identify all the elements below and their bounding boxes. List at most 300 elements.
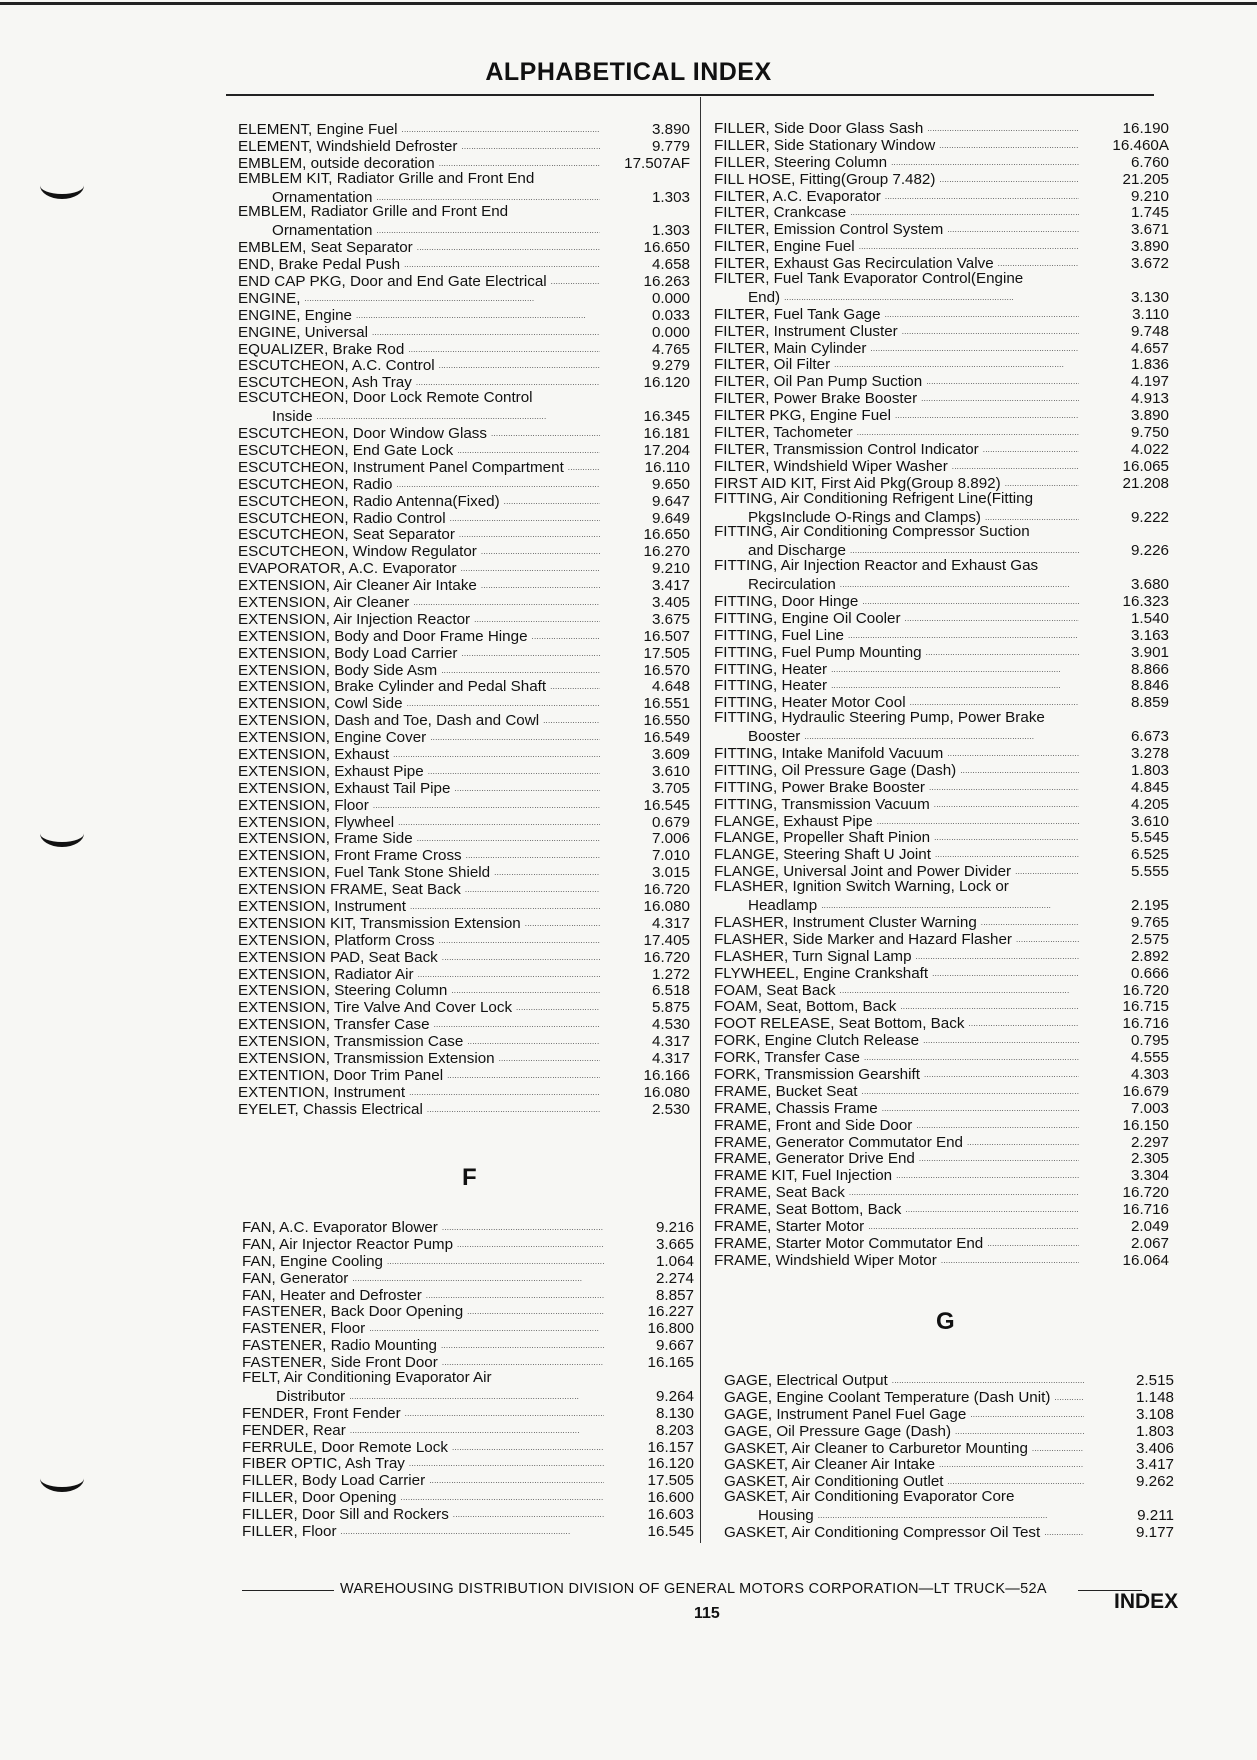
- entry-page-ref: 16.270: [643, 543, 690, 561]
- entry-page-ref: 16.551: [643, 695, 690, 713]
- column-divider: [700, 97, 701, 1543]
- entry-page-ref: 16.720: [643, 881, 690, 899]
- entry-page-ref: 8.846: [1130, 677, 1169, 695]
- entry-page-ref: 16.460A: [1112, 136, 1169, 154]
- entry-label: EXTENSION, Air Cleaner Air Intake: [238, 577, 477, 595]
- entry-label: FITTING, Hydraulic Steering Pump, Power Brake: [714, 710, 1045, 727]
- entry-page-ref: 1.540: [1130, 609, 1169, 627]
- entry-label: FILL HOSE, Fitting(Group 7.482): [714, 170, 936, 188]
- entry-page-ref: 16.715: [1122, 998, 1169, 1016]
- entry-label: FAN, Engine Cooling: [242, 1252, 383, 1270]
- entry-page-ref: 8.857: [655, 1286, 694, 1304]
- entry-label: FITTING, Oil Pressure Gage (Dash): [714, 761, 957, 779]
- entry-label: ESCUTCHEON, Door Lock Remote Control: [238, 390, 533, 407]
- entry-label: EXTENSION, Exhaust Tail Pipe: [238, 779, 451, 797]
- entry-label-continued: Ornamentation: [272, 222, 373, 240]
- entry-label: FILTER, Power Brake Booster: [714, 390, 918, 408]
- entry-label: ESCUTCHEON, Instrument Panel Compartment: [238, 458, 564, 476]
- entry-label: GAGE, Instrument Panel Fuel Gage: [724, 1405, 967, 1423]
- entry-page-ref: 6.518: [651, 982, 690, 1000]
- entry-page-ref: 4.765: [651, 340, 690, 358]
- entry-page-ref: 3.406: [1135, 1439, 1174, 1457]
- entry-page-ref: 9.177: [1135, 1524, 1174, 1542]
- index-entry: [714, 881, 1169, 915]
- index-entry: [724, 1525, 1174, 1542]
- entry-label: FILLER, Side Door Glass Sash: [714, 119, 924, 137]
- entry-page-ref: 1.303: [651, 188, 690, 206]
- entry-label: FITTING, Fuel Pump Mounting: [714, 643, 922, 661]
- entry-label: FRAME, Front and Side Door: [714, 1116, 913, 1134]
- entry-label: EXTENSION, Brake Cylinder and Pedal Shaft: [238, 678, 547, 696]
- entry-label: EMBLEM, Seat Separator: [238, 239, 413, 257]
- entry-page-ref: 2.049: [1130, 1217, 1169, 1235]
- index-entry: [724, 1491, 1174, 1525]
- page-number: 115: [694, 1605, 720, 1622]
- entry-label: FLYWHEEL, Engine Crankshaft: [714, 964, 929, 982]
- entry-page-ref: 16.545: [643, 796, 690, 814]
- entry-page-ref: 3.163: [1130, 626, 1169, 644]
- entry-page-ref: 4.317: [651, 1050, 690, 1068]
- entry-page-ref: 16.227: [647, 1303, 694, 1321]
- entry-page-ref: 4.657: [1130, 339, 1169, 357]
- entry-label: FAN, Heater and Defroster: [242, 1286, 422, 1304]
- entry-label-continued: Booster: [748, 728, 801, 746]
- entry-page-ref: 1.745: [1130, 204, 1169, 222]
- entry-label: ESCUTCHEON, Door Window Glass: [238, 425, 487, 443]
- entry-page-ref: 3.671: [1130, 221, 1169, 239]
- entry-page-ref: 16.720: [1122, 1184, 1169, 1202]
- entry-label: EXTENTION, Door Trim Panel: [238, 1066, 444, 1084]
- entry-label: END CAP PKG, Door and End Gate Electrical: [238, 273, 547, 291]
- entry-page-ref: 16.263: [643, 273, 690, 291]
- entry-page-ref: 3.130: [1130, 288, 1169, 306]
- entry-label: FITTING, Heater: [714, 660, 828, 678]
- entry-label: EXTENSION, Transmission Extension: [238, 1050, 495, 1068]
- entry-page-ref: 16.064: [1122, 1251, 1169, 1269]
- entry-label: EXTENSION, Body and Door Frame Hinge: [238, 627, 528, 645]
- entry-label: FITTING, Air Injection Reactor and Exhaust Gas: [714, 558, 1039, 575]
- entry-page-ref: 16.716: [1122, 1015, 1169, 1033]
- entry-page-ref: 16.120: [643, 374, 690, 392]
- entry-label: FASTENER, Floor: [242, 1320, 366, 1338]
- entry-page-ref: 4.317: [651, 1033, 690, 1051]
- entry-page-ref: 5.555: [1130, 863, 1169, 881]
- entry-label: EXTENSION, Tire Valve And Cover Lock: [238, 999, 513, 1017]
- entry-page-ref: 2.274: [655, 1269, 694, 1287]
- entry-label: FRAME, Starter Motor Commutator End: [714, 1234, 984, 1252]
- entry-page-ref: 16.080: [643, 898, 690, 915]
- entry-page-ref: 17.405: [643, 931, 690, 949]
- entry-label: FILLER, Door Sill and Rockers: [242, 1506, 449, 1524]
- entry-page-ref: 2.575: [1130, 930, 1169, 948]
- entry-page-ref: 6.760: [1130, 153, 1169, 171]
- entry-label: FILTER, Instrument Cluster: [714, 322, 898, 340]
- entry-label: FRAME, Windshield Wiper Motor: [714, 1251, 937, 1269]
- entry-label: FLASHER, Turn Signal Lamp: [714, 947, 912, 965]
- index-entry: [714, 712, 1169, 746]
- entry-label: ELEMENT, Engine Fuel: [238, 120, 398, 138]
- entry-label: GASKET, Air Cleaner Air Intake: [724, 1456, 936, 1474]
- entry-label: EXTENSION, Body Side Asm: [238, 661, 438, 679]
- entry-label: EXTENSION KIT, Transmission Extension: [238, 914, 521, 932]
- entry-label-continued: Ornamentation: [272, 188, 373, 206]
- entry-label: FORK, Transfer Case: [714, 1049, 861, 1067]
- entry-page-ref: 9.650: [651, 475, 690, 493]
- entry-label: FRAME, Starter Motor: [714, 1217, 865, 1235]
- dot-leader: [427, 1100, 600, 1119]
- entry-page-ref: 9.222: [1130, 508, 1169, 526]
- entry-label: FRAME, Generator Drive End: [714, 1150, 915, 1168]
- entry-page-ref: 4.317: [651, 914, 690, 932]
- entry-label: FAN, Generator: [242, 1269, 349, 1287]
- entry-page-ref: 3.304: [1130, 1167, 1169, 1185]
- entry-page-ref: 16.800: [647, 1320, 694, 1338]
- entry-page-ref: 9.649: [651, 509, 690, 527]
- entry-page-ref: 3.901: [1130, 643, 1169, 661]
- index-entry: [714, 1253, 1169, 1270]
- entry-page-ref: 9.279: [651, 357, 690, 375]
- entry-page-ref: 3.665: [655, 1235, 694, 1253]
- entry-page-ref: 1.148: [1135, 1388, 1174, 1406]
- entry-page-ref: 0.679: [651, 813, 690, 831]
- entry-page-ref: 16.157: [647, 1438, 694, 1456]
- entry-label: FILLER, Steering Column: [714, 153, 888, 171]
- entry-page-ref: 1.272: [651, 965, 690, 983]
- entry-label: FITTING, Heater Motor Cool: [714, 694, 906, 712]
- entry-page-ref: 16.600: [647, 1489, 694, 1507]
- entry-label-continued: Distributor: [276, 1387, 346, 1405]
- entry-label: EXTENSION PAD, Seat Back: [238, 948, 438, 966]
- entry-label: FILTER, Engine Fuel: [714, 238, 855, 256]
- entry-page-ref: 17.505: [643, 644, 690, 662]
- entry-label: FOOT RELEASE, Seat Bottom, Back: [714, 1015, 965, 1033]
- entry-label: GASKET, Air Conditioning Evaporator Core: [724, 1489, 1015, 1506]
- entry-page-ref: 3.278: [1130, 745, 1169, 763]
- entry-page-ref: 16.065: [1122, 457, 1169, 475]
- entry-label: FILTER, Main Cylinder: [714, 339, 867, 357]
- entry-label-continued: Inside: [272, 408, 313, 426]
- entry-label: EXTENSION, Transmission Case: [238, 1033, 464, 1051]
- entry-page-ref: 0.666: [1130, 964, 1169, 982]
- entry-label-continued: and Discharge: [748, 542, 846, 560]
- entry-page-ref: 4.197: [1130, 373, 1169, 391]
- entry-page-ref: 0.000: [651, 323, 690, 341]
- entry-page-ref: 16.507: [643, 627, 690, 645]
- entry-label: FILTER, Crankcase: [714, 204, 847, 222]
- entry-page-ref: 16.679: [1122, 1082, 1169, 1100]
- entry-page-ref: 16.650: [643, 526, 690, 544]
- entry-label: ESCUTCHEON, End Gate Lock: [238, 441, 454, 459]
- entry-page-ref: 8.859: [1130, 694, 1169, 712]
- entry-page-ref: 3.672: [1130, 255, 1169, 273]
- entry-label: FASTENER, Side Front Door: [242, 1354, 438, 1372]
- entry-label: FITTING, Fuel Line: [714, 626, 844, 644]
- entry-page-ref: 7.010: [651, 847, 690, 865]
- entry-page-ref: 1.803: [1130, 761, 1169, 779]
- entry-page-ref: 6.525: [1130, 846, 1169, 864]
- dot-leader: [1044, 1523, 1084, 1542]
- entry-page-ref: 16.323: [1122, 592, 1169, 610]
- punch-hole-mark: [40, 820, 84, 847]
- entry-label: FRAME KIT, Fuel Injection: [714, 1167, 893, 1185]
- entry-label: EXTENSION, Radiator Air: [238, 965, 414, 983]
- entry-label: FOAM, Seat, Bottom, Back: [714, 998, 897, 1016]
- entry-page-ref: 4.555: [1130, 1049, 1169, 1067]
- entry-page-ref: 4.530: [651, 1016, 690, 1034]
- entry-label: FLANGE, Steering Shaft U Joint: [714, 846, 931, 864]
- entry-label: FITTING, Door Hinge: [714, 592, 859, 610]
- entry-label: FITTING, Engine Oil Cooler: [714, 609, 901, 627]
- entry-page-ref: 3.417: [651, 577, 690, 595]
- index-column-e: [238, 122, 690, 1119]
- entry-label: EXTENSION FRAME, Seat Back: [238, 881, 461, 899]
- entry-page-ref: 16.650: [643, 239, 690, 257]
- entry-label: FRAME, Seat Back: [714, 1184, 845, 1202]
- entry-label: EXTENSION, Exhaust Pipe: [238, 762, 424, 780]
- entry-label: FITTING, Air Conditioning Refrigent Line(Fitting: [714, 490, 1034, 507]
- index-entry: [238, 206, 690, 240]
- entry-page-ref: 16.110: [644, 458, 690, 476]
- entry-page-ref: 8.866: [1130, 660, 1169, 678]
- entry-label: FILTER, Fuel Tank Evaporator Control(Engine: [714, 271, 1024, 287]
- entry-page-ref: 1.303: [651, 222, 690, 240]
- entry-label: EXTENSION, Cowl Side: [238, 695, 403, 713]
- entry-page-ref: 1.803: [1135, 1422, 1174, 1440]
- entry-page-ref: 16.165: [647, 1354, 694, 1372]
- top-rule: [0, 2, 1257, 5]
- entry-page-ref: 3.890: [1130, 407, 1169, 425]
- entry-page-ref: 3.675: [651, 610, 690, 628]
- entry-label: EXTENTION, Instrument: [238, 1083, 406, 1101]
- entry-label: FITTING, Power Brake Booster: [714, 778, 925, 796]
- entry-label: FILTER, Oil Filter: [714, 356, 831, 374]
- entry-page-ref: 2.297: [1130, 1133, 1169, 1151]
- entry-label: EXTENSION, Dash and Toe, Dash and Cowl: [238, 712, 540, 730]
- entry-label: EXTENSION, Body Load Carrier: [238, 644, 458, 662]
- entry-label: EXTENSION, Fuel Tank Stone Shield: [238, 864, 491, 882]
- entry-label: ESCUTCHEON, Radio: [238, 475, 393, 493]
- entry-label: FILTER, Transmission Control Indicator: [714, 440, 979, 458]
- entry-label: EXTENSION, Instrument: [238, 898, 406, 915]
- entry-page-ref: 3.705: [651, 779, 690, 797]
- entry-page-ref: 16.166: [643, 1066, 690, 1084]
- entry-page-ref: 16.181: [643, 425, 690, 443]
- entry-page-ref: 4.648: [651, 678, 690, 696]
- section-letter-g: G: [936, 1308, 955, 1335]
- entry-page-ref: 17.204: [643, 441, 690, 459]
- entry-page-ref: 8.203: [655, 1421, 694, 1439]
- entry-page-ref: 9.211: [1137, 1507, 1174, 1525]
- entry-page-ref: 16.549: [643, 729, 690, 747]
- entry-label: FASTENER, Radio Mounting: [242, 1337, 437, 1355]
- entry-label: FITTING, Intake Manifold Vacuum: [714, 745, 944, 763]
- entry-label: FENDER, Front Fender: [242, 1404, 401, 1422]
- entry-label: ESCUTCHEON, Seat Separator: [238, 526, 455, 544]
- entry-label: FITTING, Heater: [714, 677, 828, 695]
- entry-page-ref: 17.507AF: [624, 154, 690, 172]
- entry-label: FERRULE, Door Remote Lock: [242, 1438, 448, 1456]
- entry-label: EXTENSION, Platform Cross: [238, 931, 435, 949]
- punch-hole-mark: [40, 1465, 84, 1492]
- entry-page-ref: 16.716: [1122, 1201, 1169, 1219]
- entry-page-ref: 0.033: [651, 306, 690, 324]
- entry-page-ref: 2.067: [1130, 1234, 1169, 1252]
- entry-page-ref: 16.080: [643, 1083, 690, 1101]
- entry-page-ref: 9.748: [1130, 322, 1169, 340]
- entry-page-ref: 2.305: [1130, 1150, 1169, 1168]
- entry-page-ref: 3.015: [651, 864, 690, 882]
- entry-label: ENGINE, Engine: [238, 306, 352, 324]
- section-letter-f: F: [462, 1164, 477, 1191]
- entry-page-ref: 16.570: [643, 661, 690, 679]
- entry-page-ref: 16.550: [643, 712, 690, 730]
- entry-label: FILTER, Emission Control System: [714, 221, 944, 239]
- entry-label: FLANGE, Propeller Shaft Pinion: [714, 829, 931, 847]
- entry-label: FOAM, Seat Back: [714, 981, 836, 999]
- entry-page-ref: 3.609: [651, 745, 690, 763]
- entry-page-ref: 3.417: [1135, 1456, 1174, 1474]
- entry-label: FENDER, Rear: [242, 1421, 346, 1439]
- entry-page-ref: 5.545: [1130, 829, 1169, 847]
- entry-label-continued: Recirculation: [748, 576, 836, 594]
- entry-label: FAN, A.C. Evaporator Blower: [242, 1218, 438, 1236]
- entry-label: EVAPORATOR, A.C. Evaporator: [238, 560, 457, 578]
- entry-label: ELEMENT, Windshield Defroster: [238, 137, 458, 155]
- entry-page-ref: 16.190: [1122, 119, 1169, 137]
- entry-label: FILLER, Body Load Carrier: [242, 1472, 426, 1490]
- entry-page-ref: 8.130: [655, 1404, 694, 1422]
- entry-label: EQUALIZER, Brake Rod: [238, 340, 405, 358]
- entry-label: EXTENSION, Air Cleaner: [238, 593, 410, 611]
- entry-label: GAGE, Oil Pressure Gage (Dash): [724, 1422, 952, 1440]
- entry-label: FILLER, Door Opening: [242, 1489, 397, 1507]
- entry-page-ref: 2.892: [1130, 947, 1169, 965]
- entry-label: FELT, Air Conditioning Evaporator Air: [242, 1370, 492, 1386]
- entry-page-ref: 4.022: [1130, 440, 1169, 458]
- index-label: INDEX: [1114, 1590, 1179, 1613]
- entry-page-ref: 21.205: [1122, 170, 1169, 188]
- entry-label: FLASHER, Side Marker and Hazard Flasher: [714, 930, 1012, 948]
- entry-label: ESCUTCHEON, Radio Control: [238, 509, 446, 527]
- entry-label: FAN, Air Injector Reactor Pump: [242, 1235, 454, 1253]
- entry-page-ref: 9.765: [1130, 913, 1169, 931]
- entry-label: EXTENSION, Frame Side: [238, 830, 413, 848]
- entry-page-ref: 9.264: [655, 1387, 694, 1405]
- entry-label: EMBLEM KIT, Radiator Grille and Front End: [238, 170, 535, 187]
- entry-label: EXTENSION, Flywheel: [238, 813, 395, 831]
- punch-hole-mark: [40, 172, 84, 199]
- entry-label: EXTENSION, Steering Column: [238, 982, 448, 1000]
- entry-page-ref: 9.226: [1130, 542, 1169, 560]
- entry-label: GASKET, Air Cleaner to Carburetor Mounting: [724, 1439, 1028, 1457]
- index-entry: [242, 1372, 694, 1406]
- index-column-f-cont: [714, 121, 1169, 1270]
- entry-label: EXTENSION, Exhaust: [238, 745, 390, 763]
- entry-page-ref: 16.120: [647, 1455, 694, 1473]
- entry-label: FITTING, Air Conditioning Compressor Suction: [714, 524, 1030, 541]
- entry-label: FIBER OPTIC, Ash Tray: [242, 1455, 405, 1473]
- entry-page-ref: 16.720: [643, 948, 690, 966]
- entry-page-ref: 3.890: [1130, 238, 1169, 256]
- entry-label: FILTER PKG, Engine Fuel: [714, 407, 891, 425]
- entry-page-ref: 3.680: [1130, 576, 1169, 594]
- entry-page-ref: 1.836: [1130, 356, 1169, 374]
- entry-label: FIRST AID KIT, First Aid Pkg(Group 8.892): [714, 474, 1001, 492]
- entry-page-ref: 5.875: [651, 999, 690, 1017]
- dot-leader: [941, 1251, 1079, 1270]
- entry-label: FILTER, Tachometer: [714, 424, 853, 442]
- entry-label-continued: PkgsInclude O-Rings and Clamps): [748, 508, 981, 526]
- entry-label: ENGINE, Universal: [238, 323, 368, 341]
- entry-label: EMBLEM, Radiator Grille and Front End: [238, 204, 509, 221]
- entry-page-ref: 4.303: [1130, 1065, 1169, 1083]
- entry-label: FRAME, Seat Bottom, Back: [714, 1201, 902, 1219]
- entry-label-continued: Headlamp: [748, 897, 818, 915]
- entry-page-ref: 0.000: [651, 289, 690, 307]
- entry-label: GAGE, Electrical Output: [724, 1371, 888, 1389]
- entry-page-ref: 9.667: [655, 1337, 694, 1355]
- entry-label: ESCUTCHEON, Window Regulator: [238, 543, 477, 561]
- entry-page-ref: 4.658: [651, 256, 690, 274]
- entry-label: EXTENSION, Engine Cover: [238, 729, 427, 747]
- entry-page-ref: 3.890: [651, 120, 690, 138]
- entry-label: FILTER, Oil Pan Pump Suction: [714, 373, 923, 391]
- entry-label: END, Brake Pedal Push: [238, 256, 401, 274]
- entry-label: ESCUTCHEON, Radio Antenna(Fixed): [238, 492, 500, 510]
- index-entry: [714, 490, 1169, 527]
- index-entry: [242, 1524, 694, 1541]
- entry-page-ref: 0.795: [1130, 1032, 1169, 1050]
- entry-page-ref: 9.647: [651, 492, 690, 510]
- entry-label: ESCUTCHEON, A.C. Control: [238, 357, 435, 375]
- entry-label: FLASHER, Ignition Switch Warning, Lock or: [714, 879, 1009, 896]
- entry-label: FILLER, Floor: [242, 1523, 337, 1541]
- entry-page-ref: 16.603: [647, 1506, 694, 1524]
- entry-page-ref: 16.150: [1122, 1116, 1169, 1134]
- entry-page-ref: 7.003: [1130, 1099, 1169, 1117]
- entry-label: FILTER, Exhaust Gas Recirculation Valve: [714, 255, 994, 273]
- entry-label: EXTENSION, Air Injection Reactor: [238, 610, 471, 628]
- entry-label: FILLER, Side Stationary Window: [714, 136, 936, 154]
- index-entry: [714, 560, 1169, 594]
- entry-label: FLANGE, Universal Joint and Power Divider: [714, 863, 1012, 881]
- entry-label: FORK, Transmission Gearshift: [714, 1065, 920, 1083]
- entry-label: ENGINE,: [238, 289, 301, 307]
- entry-page-ref: 21.208: [1122, 474, 1169, 492]
- entry-page-ref: 16.345: [643, 408, 690, 426]
- entry-label: FASTENER, Back Door Opening: [242, 1303, 464, 1321]
- entry-page-ref: 9.262: [1135, 1473, 1174, 1491]
- entry-page-ref: 4.845: [1130, 778, 1169, 796]
- index-entry: [238, 1102, 690, 1119]
- entry-label: EMBLEM, outside decoration: [238, 154, 435, 172]
- footer-rule-left: [242, 1590, 334, 1591]
- page-title: ALPHABETICAL INDEX: [485, 58, 772, 86]
- entry-label: FORK, Engine Clutch Release: [714, 1032, 920, 1050]
- entry-label: FILTER, Windshield Wiper Washer: [714, 457, 948, 475]
- title-rule: [226, 94, 1154, 96]
- footer-distribution: WAREHOUSING DISTRIBUTION DIVISION OF GENERAL MOTORS CORPORATION—LT TRUCK—52A: [340, 1581, 1047, 1597]
- entry-page-ref: 16.545: [647, 1523, 694, 1541]
- entry-page-ref: 17.505: [647, 1472, 694, 1490]
- entry-label-continued: Housing: [758, 1507, 814, 1525]
- entry-label: FLASHER, Instrument Cluster Warning: [714, 913, 977, 931]
- index-entry: [238, 392, 690, 426]
- index-column-f: [242, 1220, 694, 1541]
- entry-label: GAGE, Engine Coolant Temperature (Dash Unit): [724, 1388, 1051, 1406]
- dot-leader: [341, 1522, 604, 1541]
- entry-label-continued: End): [748, 288, 781, 306]
